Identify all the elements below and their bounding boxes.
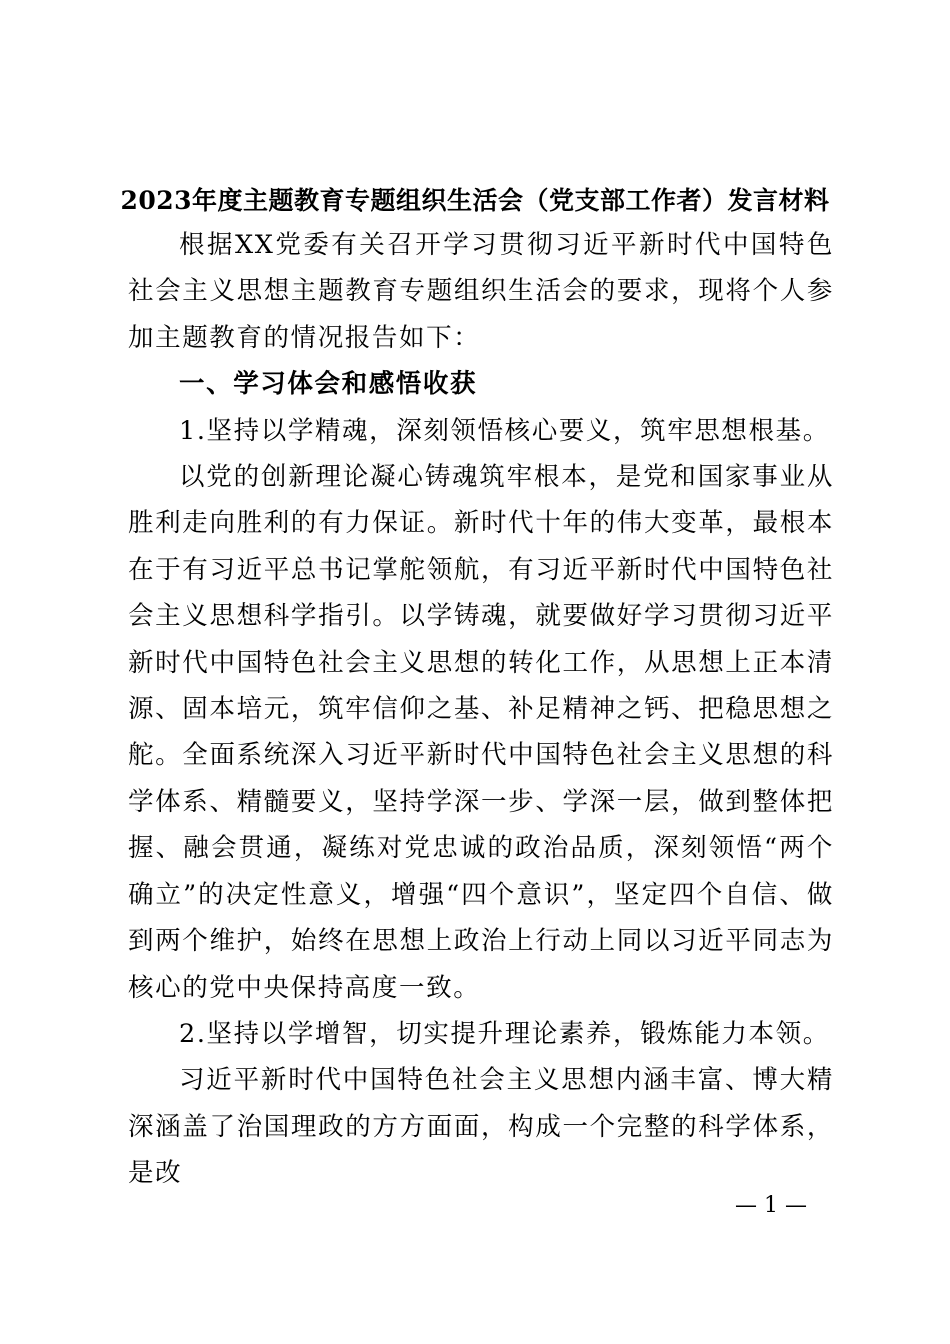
body-paragraph-1: 以党的创新理论凝心铸魂筑牢根本，是党和国家事业从胜利走向胜利的有力保证。新时代十年的伟大变革，最根本在于有习近平总书记掌舵领航，有习近平新时代中国特色社会主义思想科学指引。以学铸魂，就要做好学习贯彻习近平新时代中国特色社会主义思想的转化工作，从思想上正本清源、固本培元，筑牢信仰之基、补足精神之钙、把稳思想之舵。全面系统深入习近平新时代中国特色社会主义思想的科学体系、精髓要义，坚持学深一步、学深一层，做到整体把握、融会贯通，凝练对党忠诚的政治品质，深刻领悟“两个确立”的决定性意义，增强“四个意识”，坚定四个自信、做到两个维护，始终在思想上政治上行动上同以习近平同志为核心的党中央保持高度一致。 (128, 462, 834, 1003)
intro-paragraph: 根据XX党委有关召开学习贯彻习近平新时代中国特色社会主义思想主题教育专题组织生活会的要求，现将个人参加主题教育的情况报告如下： (128, 230, 834, 353)
subheading-2: 2.坚持以学增智，切实提升理论素养，锻炼能力本领。 (179, 1018, 830, 1049)
page-number: — 1 — (735, 1193, 807, 1218)
subheading-1: 1.坚持以学精魂，深刻领悟核心要义，筑牢思想根基。 (179, 415, 830, 446)
section-heading: 一、学习体会和感悟收获 (179, 369, 478, 400)
body-paragraph-2: 习近平新时代中国特色社会主义思想内涵丰富、博大精深涵盖了治国理政的方方面面，构成一个完整的科学体系，是改 (128, 1065, 834, 1189)
document-title: 2023年度主题教育专题组织生活会（党支部工作者）发言材料 (120, 186, 830, 215)
document-body (128, 222, 834, 1197)
